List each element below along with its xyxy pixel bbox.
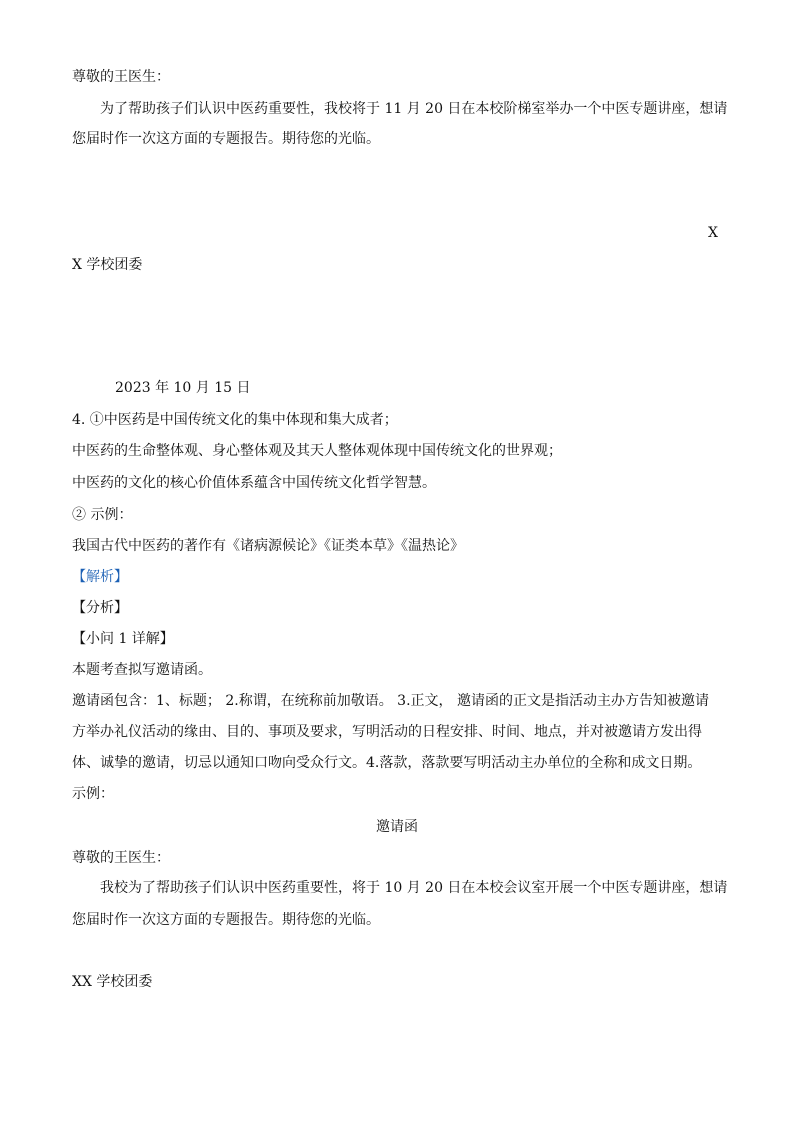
question-4-line-5: 我国古代中医药的著作有《诸病源候论》《证类本草》《温热论》 [72, 538, 464, 554]
analysis-example-label: 示例： [72, 786, 114, 802]
letter-1-signature-mark: X [708, 225, 718, 241]
question-4-line-4: ② 示例： [72, 507, 133, 523]
question-4-line-3: 中医药的文化的核心价值体系蕴含中国传统文化哲学智慧。 [72, 475, 436, 491]
letter-1-sender: X 学校团委 [72, 257, 143, 273]
question-4-line-1: 4. ①中医药是中国传统文化的集中体现和集大成者； [72, 412, 398, 428]
question-4-line-2: 中医药的生命整体观、身心整体观及其天人整体观体现中国传统文化的世界观； [72, 443, 562, 459]
letter-2-title: 邀请函 [376, 819, 418, 835]
analysis-content-line-2: 方举办礼仪活动的缘由、目的、事项及要求，写明活动的日程安排、时间、地点，并对被邀请方发出得 [72, 724, 702, 740]
letter-2-body-line-1: 我校为了帮助孩子们认识中医药重要性，将于 10 月 20 日在本校会议室开展一个中医专题讲座，想请 [100, 880, 728, 896]
section-xiaowen-heading: 【小问 1 详解】 [72, 631, 174, 647]
letter-2-sender: XX 学校团委 [72, 974, 153, 990]
analysis-intro: 本题考查拟写邀请函。 [72, 662, 212, 678]
section-fenxi-heading: 【分析】 [72, 600, 128, 616]
letter-1-body-line-1: 为了帮助孩子们认识中医药重要性，我校将于 11 月 20 日在本校阶梯室举办一个中医专题讲座，想请 [100, 101, 728, 117]
letter-1-salutation: 尊敬的王医生： [72, 69, 170, 85]
letter-2-salutation: 尊敬的王医生： [72, 850, 170, 866]
letter-1-date: 2023 年 10 月 15 日 [115, 380, 251, 396]
section-jiexi-heading: 【解析】 [72, 569, 128, 585]
letter-1-body-line-2: 您届时作一次这方面的专题报告。期待您的光临。 [72, 131, 380, 147]
letter-2-body-line-2: 您届时作一次这方面的专题报告。期待您的光临。 [72, 912, 380, 928]
analysis-content-line-3: 体、诚挚的邀请，切忌以通知口吻向受众行文。4.落款，落款要写明活动主办单位的全称和成文日期。 [72, 755, 702, 771]
analysis-content-line-1: 邀请函包含：1、标题； 2.称谓，在统称前加敬语。 3.正文， 邀请函的正文是指活动主办方告知被邀请 [72, 693, 709, 709]
